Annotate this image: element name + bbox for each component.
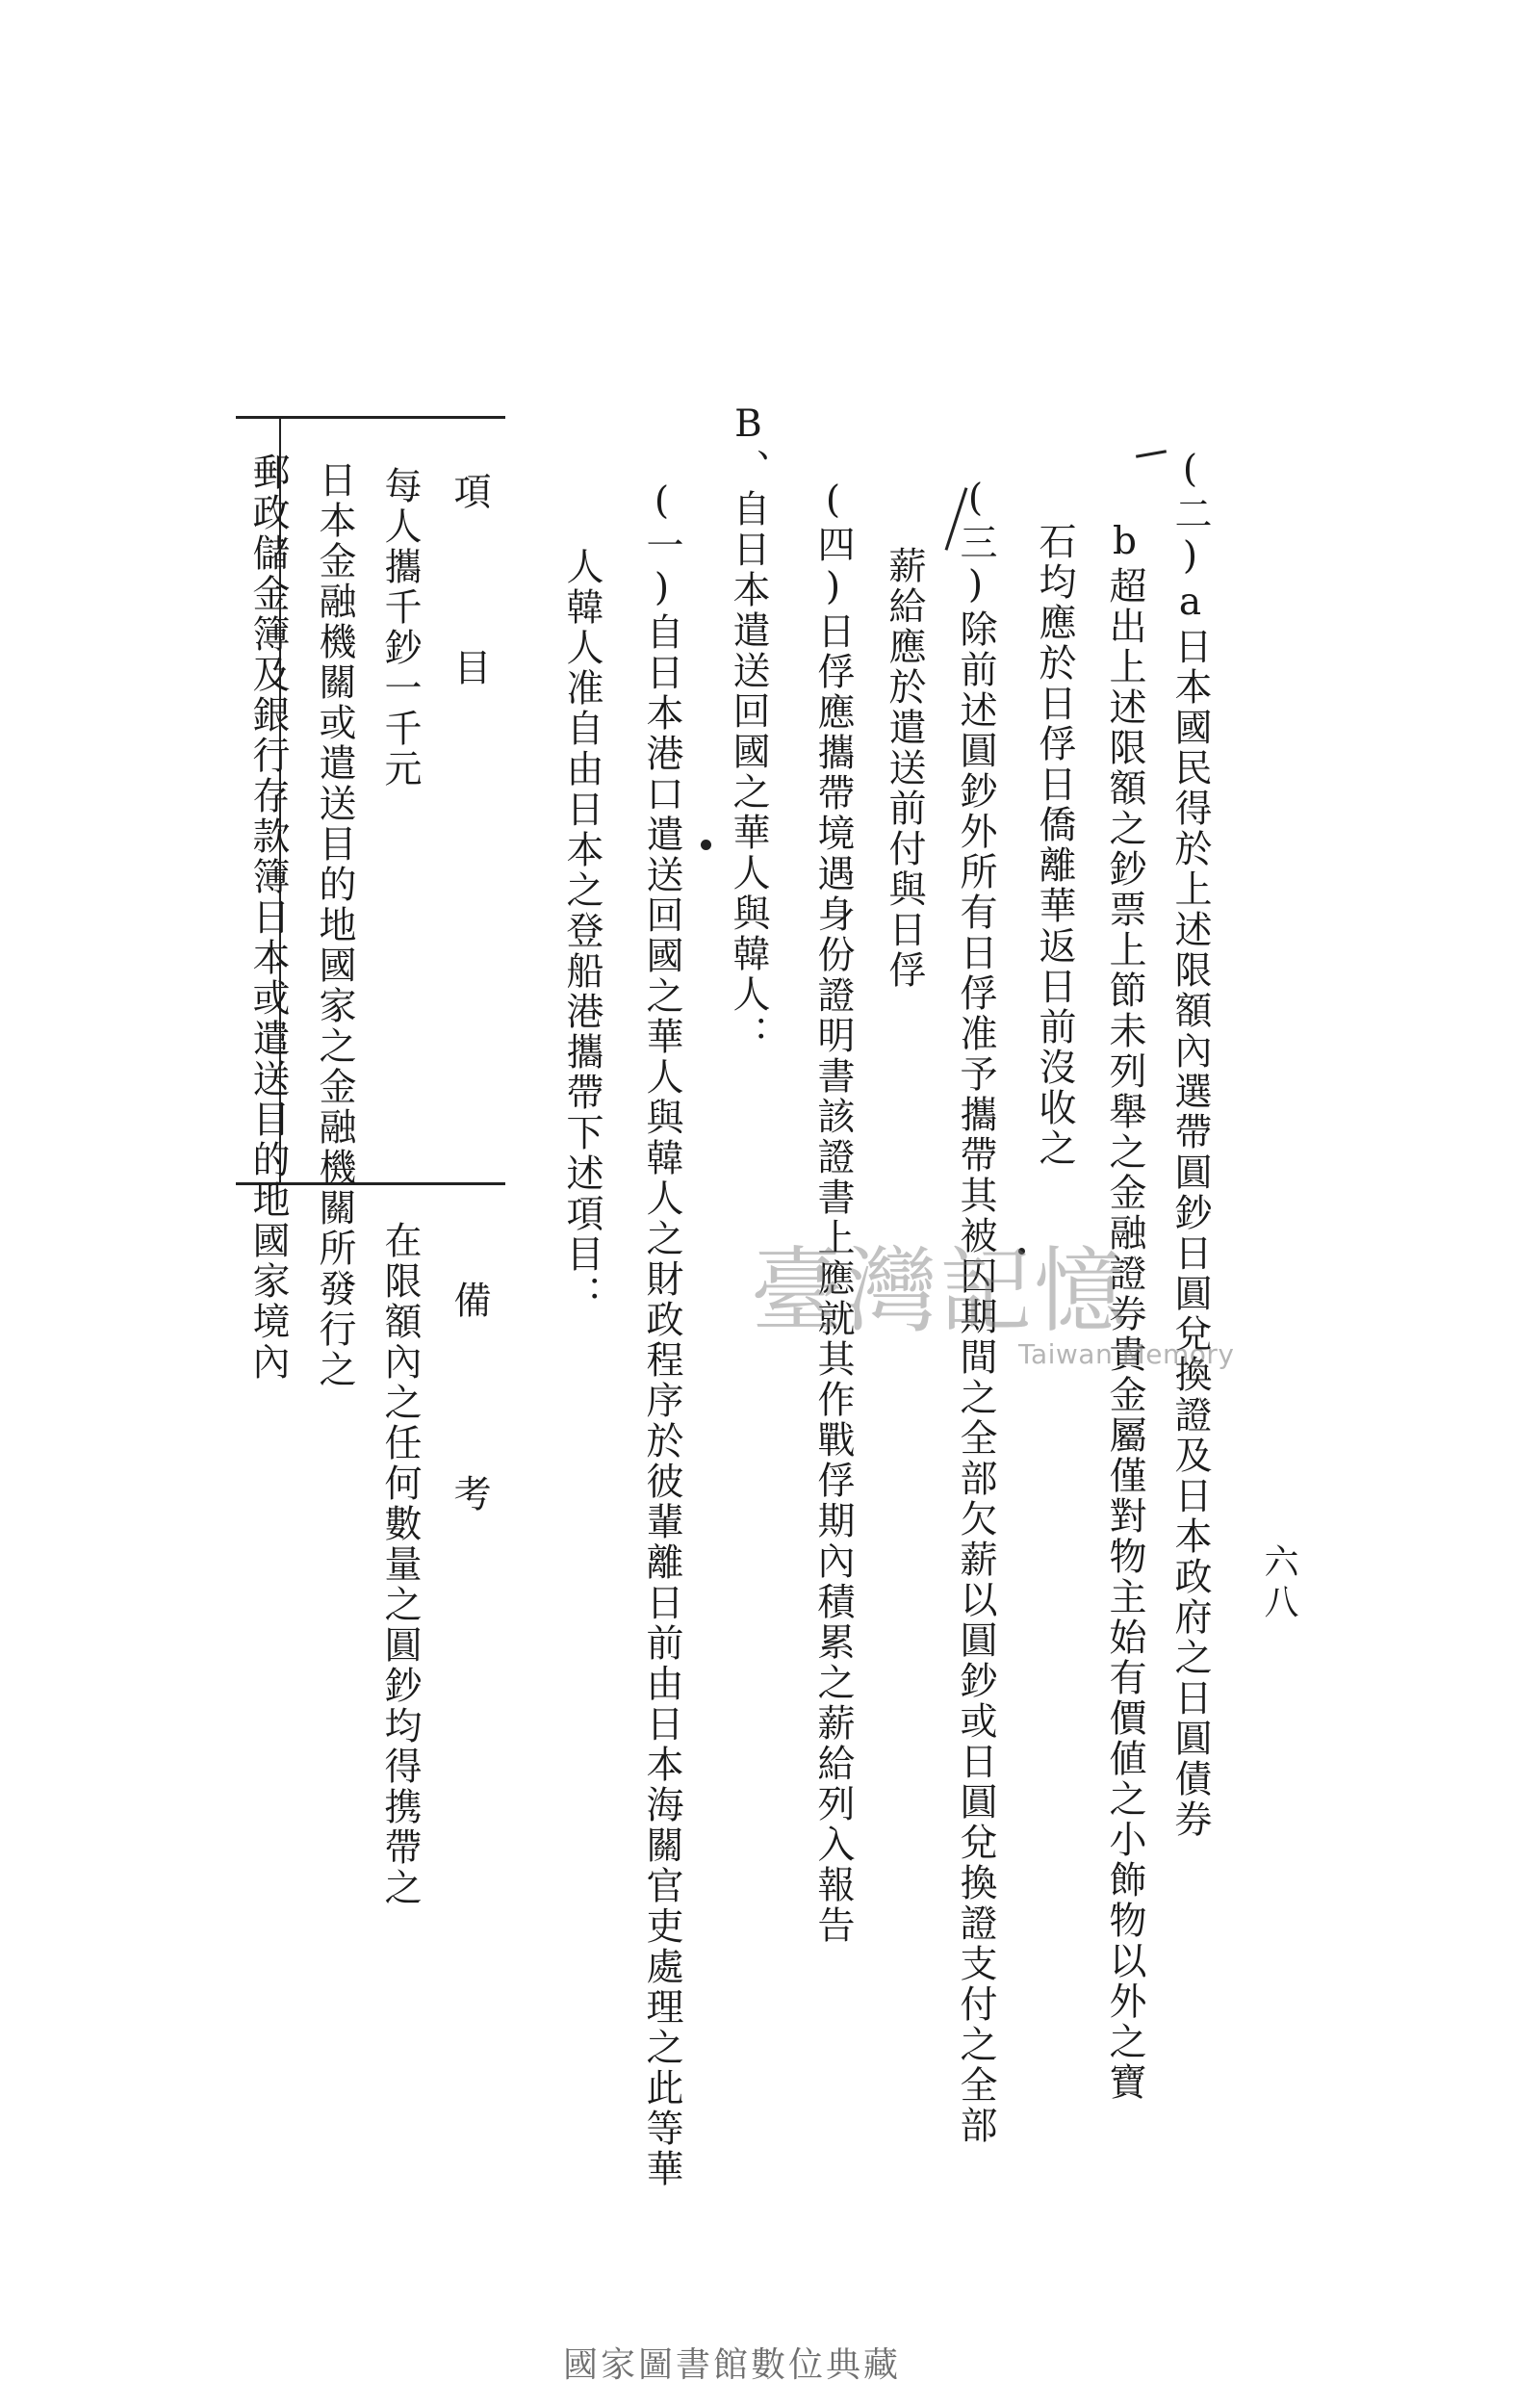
clause-2b-line2: 石均應於日俘日僑離華返日前沒收之 xyxy=(1033,522,1076,1169)
ink-dot xyxy=(701,840,711,850)
table-top-rule xyxy=(236,416,505,419)
clause-2b-line1: b超出上述限額之鈔票上節未列舉之金融證券貴金屬僅對物主始有價値之小飾物以外之寶 xyxy=(1103,520,1146,2103)
clause-2a: (二)a日本國民得於上述限額內選帶圓鈔日圓兌換證及日本政府之日圓債券 xyxy=(1168,448,1212,1840)
table-header-item: 項 目 xyxy=(448,472,491,707)
section-b-heading: B、自日本遣送回國之華人與韓人： xyxy=(727,402,770,1055)
pen-mark xyxy=(1136,450,1167,458)
footer-credit: 國家圖書館數位典藏 xyxy=(563,2345,902,2385)
clause-3-line2: 薪給應於遣送前付與日俘 xyxy=(883,546,926,991)
table-row1-item: 每人攜千鈔一千元 xyxy=(378,466,422,789)
table-row1-note: 在限額內之任何數量之圓鈔均得携帶之 xyxy=(378,1221,422,1908)
page-number: 六八 xyxy=(1259,1543,1298,1624)
watermark-subtitle: Taiwan Memory xyxy=(1018,1338,1235,1370)
clause-3-line1: (三)除前述圓鈔外所有日俘准予攜帶其被囚期間之全部欠薪以圓鈔或日圓兌換證支付之全部 xyxy=(954,477,997,2146)
table-row2-item-line2: 郵政儲金簿及銀行存款簿日本或遣送目的地國家境內 xyxy=(246,453,290,1383)
table-row2-item-line1: 日本金融機關或遣送目的地國家之金融機關所發行之 xyxy=(313,460,356,1390)
watermark-logo: 臺灣記憶 xyxy=(751,1237,1128,1345)
section-b-clause-1-line2: 人韓人准自由日本之登船港攜帶下述項目： xyxy=(560,547,603,1315)
section-b-clause-1-line1: (一)自日本港口遣送回國之華人與韓人之財政程序於彼輩離日前由日本海關官吏處理之此等華 xyxy=(640,479,683,2189)
table-header-note: 備 考 xyxy=(448,1281,491,1539)
clause-4: (四)日俘應攜帶境遇身份證明書該證書上應就其作戰俘期內積累之薪給列入報告 xyxy=(811,479,855,1946)
